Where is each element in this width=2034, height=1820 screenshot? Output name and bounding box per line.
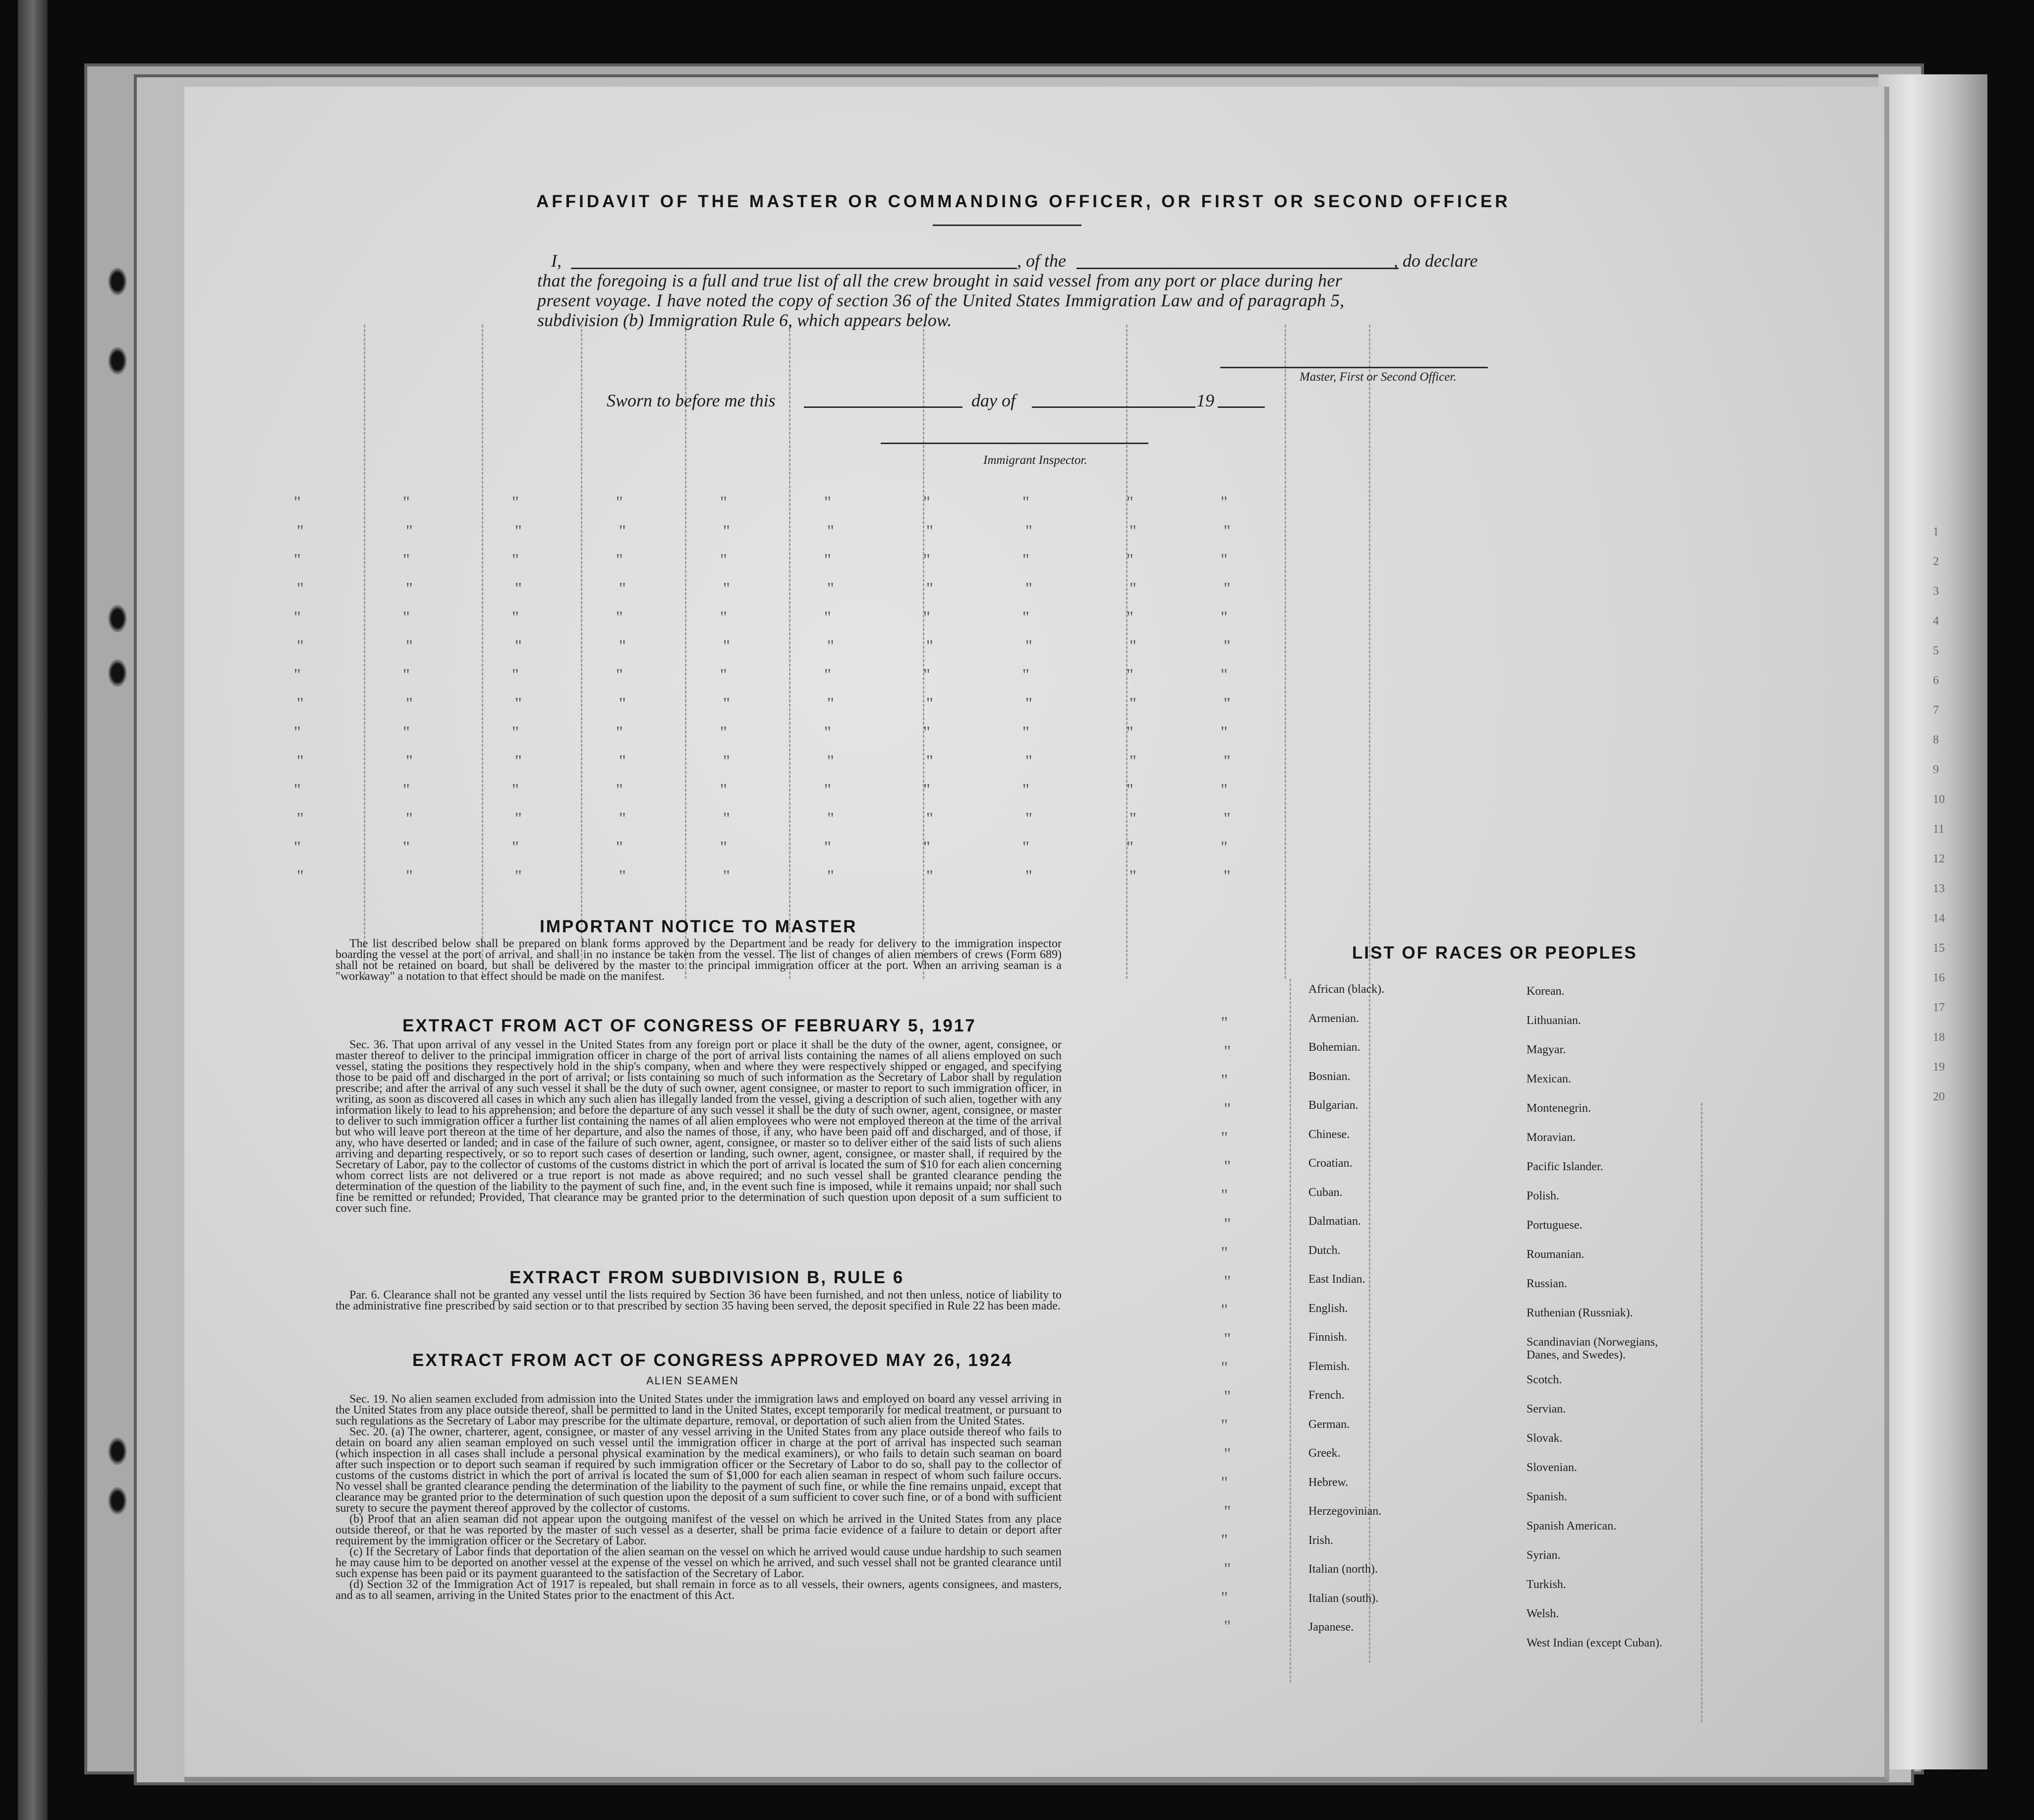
ditto-mark: " [1224,1560,1231,1578]
race-item: Lithuanian. [1526,1014,1581,1027]
notice-title: IMPORTANT NOTICE TO MASTER [540,917,857,936]
extract-1924-body [336,1394,1062,1601]
ditto-mark: " [824,493,831,512]
ditto-mark: " [1224,1100,1231,1118]
column-guide [364,325,365,979]
extract-1924-paragraph: Sec. 19. No alien seamen excluded from admission into the United States under the immigration laws and employed on board any vessel arriving in the United States from any place outside thereof, shall be permitted to land in the United States, except temporarily for medical treatment, or pursuant to such regulations as the Secretary of Labor may prescribe for the ultimate departure, removal, or deportation of such alien from the United States. [336,1393,1062,1427]
ditto-mark: " [405,522,413,540]
ditto-mark: " [1223,867,1231,885]
edge-number: 4 [1933,615,1939,627]
edge-number: 20 [1933,1090,1945,1103]
ditto-mark: " [296,752,304,770]
ditto-mark: " [402,838,410,856]
edge-row-numbers [1933,525,1963,1269]
extract-1924-subtitle: ALIEN SEAMEN [646,1374,739,1387]
ditto-mark: " [402,551,410,569]
race-item: Dutch. [1308,1244,1341,1257]
ditto-mark: " [923,608,930,626]
race-item: Portuguese. [1526,1219,1582,1232]
extract-1917-paragraph: Sec. 36. That upon arrival of any vessel in the United States from any foreign port or place it shall be the duty of the owner, agent, consignee, or master thereof to deliver to the principal immigration officer in charge of the port of arrival lists containing the names of all aliens employed on such vessel, stating the positions they respectively hold in the ship's company, when and where they were respectively shipped or engaged, and specifying those to be paid off and discharged in the port of arrival; or lists containing so much of such information as the Secretary of Labor shall by regulation prescribe; and after the arrival of any such vessel it shall be the duty of such owner, agent consignee, or master to report to such immigration officer, in writing, as soon as discovered all cases in which any such alien has illegally landed from the vessel, giving a description of such alien, together with any information likely to lead to his apprehension; and before the departure of any such vessel it shall be the duty of such owner, agent, consignee, or master to deliver to such immigration officer a further list containing the names of all alien employees who were not employed thereon at the time of the arrival but who will leave port thereon at the time of her departure, and also the names of those, if any, who have been paid off and discharged, and of those, if any, who have deserted or landed; and in case of the failure of such owner, agent, consignee, or master so to deliver either of the said lists of such aliens arriving and departing respectively, or so to report such cases of desertion or landing, such owner, agent, consignee, or master shall, if required by the Secretary of Labor, pay to the collector of customs of the customs district in which the port of arrival is located the sum of $10 for each alien concerning whom correct lists are not delivered or a true report is not made as above required; and no such vessel shall be granted clearance pending the determination of the question of the liability to the payment of such fine, and, in the event such fine is imposed, while it remains unpaid; nor shall such fine be remitted or refunded; Provided, That clearance may be granted prior to the determination of such question upon deposit of a sum sufficient to cover such fine. [336,1038,1062,1215]
ditto-mark: " [1126,493,1133,512]
ditto-mark: " [926,637,933,655]
ditto-mark: " [405,694,413,713]
ditto-mark: " [926,522,933,540]
ditto-mark: " [720,838,727,856]
ditto-mark: " [511,723,519,741]
races-title: LIST OF RACES OR PEOPLES [1352,943,1638,963]
ditto-mark: " [1025,867,1032,885]
ditto-mark: " [405,867,413,885]
ditto-mark: " [1025,637,1032,655]
ditto-mark: " [824,781,831,799]
race-item: Ruthenian (Russniak). [1526,1307,1633,1319]
ditto-mark: " [1221,1244,1228,1262]
edge-number: 2 [1933,555,1939,568]
ditto-mark: " [1223,694,1231,713]
ditto-mark: " [1223,522,1231,540]
ditto-mark: " [619,867,626,885]
ditto-mark: " [293,723,301,741]
race-item: Armenian. [1308,1012,1359,1025]
ditto-mark: " [619,637,626,655]
day-of-text: day of [971,391,1016,410]
edge-number: 1 [1933,525,1939,538]
ditto-mark: " [616,723,623,741]
ditto-mark: " [824,551,831,569]
race-item: Moravian. [1526,1131,1576,1144]
ditto-mark: " [616,608,623,626]
ditto-mark: " [824,723,831,741]
ditto-mark: " [1224,1215,1231,1233]
ditto-mark: " [511,666,519,684]
binding-hole-icon [108,268,127,295]
ditto-mark: " [511,493,519,512]
affidavit-i: I, [551,251,562,271]
ditto-mark: " [405,637,413,655]
ditto-mark: " [293,838,301,856]
edge-number: 8 [1933,734,1939,746]
ditto-mark: " [619,522,626,540]
ditto-mark: " [511,838,519,856]
race-item: Japanese. [1308,1621,1354,1634]
edge-number: 10 [1933,793,1945,806]
ditto-mark: " [1221,1589,1228,1607]
ditto-mark: " [511,551,519,569]
race-item: Welsh. [1526,1607,1559,1620]
ditto-mark: " [514,637,522,655]
column-guide [789,325,791,979]
ditto-mark: " [402,723,410,741]
binding-hole-icon [108,1487,127,1515]
race-item: East Indian. [1308,1273,1365,1286]
ditto-mark: " [926,579,933,598]
affidavit-declare: , do declare [1394,251,1478,271]
ditto-mark: " [619,579,626,598]
ditto-mark: " [827,752,834,770]
ditto-mark: " [723,694,730,713]
ditto-mark: " [1221,1014,1228,1032]
extract-1924-title: EXTRACT FROM ACT OF CONGRESS APPROVED MAY 26, 1924 [412,1351,1013,1370]
ditto-mark: " [514,867,522,885]
races-left-column [1308,983,1517,1736]
edge-number: 18 [1933,1031,1945,1044]
ditto-mark: " [1221,1301,1228,1319]
ditto-mark: " [1022,608,1029,626]
ditto-mark: " [723,637,730,655]
race-item: Greek. [1308,1447,1341,1460]
ditto-mark: " [723,752,730,770]
race-item: Flemish. [1308,1360,1350,1373]
race-item: Herzegovinian. [1308,1505,1382,1518]
ditto-mark: " [723,809,730,828]
name-blank [571,268,1017,269]
extract-rule6-title: EXTRACT FROM SUBDIVISION B, RULE 6 [509,1268,904,1287]
ditto-mark: " [827,867,834,885]
ditto-mark: " [827,637,834,655]
ditto-mark: " [827,809,834,828]
ditto-mark: " [402,666,410,684]
ditto-mark: " [293,551,301,569]
ditto-mark: " [296,637,304,655]
ditto-mark: " [1126,723,1133,741]
race-item: Scotch. [1526,1373,1562,1386]
ditto-mark: " [1022,781,1029,799]
edge-number: 19 [1933,1061,1945,1074]
extract-1924-paragraph: (b) Proof that an alien seaman did not appear upon the outgoing manifest of the vessel on which he arrived in the United States from any place outside thereof, or that he was reported by the master of such vessel as a deserter, shall be prima facie evidence of a failure to detain or deport after requirement by the immigration officer or the Secretary of Labor. [336,1513,1062,1547]
edge-number: 6 [1933,674,1939,687]
ditto-mark: " [1129,637,1136,655]
edge-number: 16 [1933,971,1945,984]
notice-body [336,938,1062,982]
ditto-mark: " [1025,694,1032,713]
ditto-mark: " [1224,1042,1231,1061]
race-item: Syrian. [1526,1549,1561,1562]
edge-number: 12 [1933,853,1945,865]
race-item: French. [1308,1389,1345,1402]
affidavit-line2: that the foregoing is a full and true list of all the crew brought in said vessel from any port or place during her [537,271,1343,290]
column-guide [482,325,483,979]
race-item: Bosnian. [1308,1070,1351,1083]
race-item: Magyar. [1526,1043,1566,1056]
ditto-mark: " [616,838,623,856]
signature-caption: Master, First or Second Officer. [1300,370,1457,384]
extract-1917-title: EXTRACT FROM ACT OF CONGRESS OF FEBRUARY 5, 1917 [402,1016,976,1035]
race-item: Chinese. [1308,1128,1350,1141]
manifest-page [184,87,1889,1782]
race-item: English. [1308,1302,1348,1315]
ditto-mark: " [923,838,930,856]
ditto-mark: " [720,493,727,512]
race-item: Roumanian. [1526,1248,1584,1261]
race-item: West Indian (except Cuban). [1526,1637,1662,1649]
ditto-mark: " [1220,723,1228,741]
ditto-mark: " [923,493,930,512]
race-item: Scandinavian (Norwegians, Danes, and Swedes). [1526,1336,1658,1362]
sworn-day-blank [804,406,962,408]
ditto-mark: " [296,694,304,713]
ditto-mark: " [923,551,930,569]
ditto-mark: " [1223,637,1231,655]
race-item: Croatian. [1308,1157,1353,1170]
ditto-mark: " [619,809,626,828]
ditto-mark: " [1220,493,1228,512]
edge-number: 15 [1933,942,1945,955]
ditto-mark: " [293,781,301,799]
ditto-mark: " [405,579,413,598]
binding-hole-icon [108,347,127,375]
ditto-mark: " [293,608,301,626]
ditto-mark: " [1223,752,1231,770]
ditto-mark: " [1022,838,1029,856]
ditto-mark: " [1220,838,1228,856]
ditto-mark: " [1220,608,1228,626]
ditto-mark: " [1221,1531,1228,1549]
ditto-mark: " [923,723,930,741]
ditto-mark: " [824,666,831,684]
ditto-mark: " [514,694,522,713]
extract-1924-paragraph: Sec. 20. (a) The owner, charterer, agent, consignee, or master of any vessel arriving in the United States from any place outside thereof who fails to detain on board any alien seaman employed on such vessel until the immigration officer in charge at the port of arrival has inspected such seaman (which inspection in all cases shall include a personal physical examination by the medical examiners), or who fails to detain such seaman on board after such inspection or to deport such seaman if required by such immigration officer or the Secretary of Labor to do so, shall pay to the collector of customs of the customs district in which the port of arrival is located the sum of $1,000 for each alien seaman in respect of whom such failure occurs. No vessel shall be granted clearance pending the determination of the liability to the payment of such fine, or while the fine remains unpaid, except that clearance may be granted prior to the determination of such question upon the deposit of a sum sufficient to cover such fine, or of a bond with sufficient surety to secure the payment thereof approved by the collector of customs. [336,1425,1062,1515]
edge-number: 14 [1933,912,1945,925]
ditto-mark: " [1129,867,1136,885]
extract-1917-body [336,1039,1062,1214]
ditto-mark: " [723,867,730,885]
ditto-mark: " [1221,1129,1228,1147]
ditto-mark: " [1220,781,1228,799]
ditto-mark: " [824,838,831,856]
affidavit-line3: present voyage. I have noted the copy of section 36 of the United States Immigration Law and of paragraph 5, [537,290,1345,310]
column-guide [685,325,686,979]
column-guide [581,325,582,979]
ditto-mark: " [1221,1359,1228,1377]
ditto-mark: " [619,694,626,713]
edge-number: 17 [1933,1001,1945,1014]
ditto-mark: " [1129,579,1136,598]
ditto-mark: " [616,551,623,569]
ditto-mark: " [296,809,304,828]
race-item: Servian. [1526,1403,1566,1416]
edge-number: 3 [1933,585,1939,598]
year-blank [1218,406,1265,408]
ditto-mark: " [402,493,410,512]
ditto-mark: " [1129,752,1136,770]
ditto-mark: " [720,723,727,741]
title-underline [933,225,1081,226]
ditto-mark: " [723,522,730,540]
ditto-mark: " [1022,551,1029,569]
race-item: Hebrew. [1308,1476,1349,1489]
ditto-mark: " [926,867,933,885]
ditto-mark: " [1126,608,1133,626]
ditto-mark: " [1025,752,1032,770]
ditto-mark: " [1126,781,1133,799]
binding-hole-icon [108,659,127,687]
vessel-blank [1076,268,1399,269]
ditto-mark: " [1129,694,1136,713]
ditto-mark: " [402,608,410,626]
extract-1924-paragraph: (c) If the Secretary of Labor finds that deportation of the alien seaman on the vessel on which he arrived would cause undue hardship to such seamen he may cause him to be deported on another vessel at the expense of the vessel on which he arrived, and such vessel shall not be granted clearance until such expense has been paid or its payment guaranteed to the satisfaction of the Secretary of Labor. [336,1545,1062,1580]
ditto-mark: " [1022,493,1029,512]
ditto-mark: " [296,867,304,885]
race-item: Korean. [1526,985,1565,998]
year-prefix: 19 [1196,391,1214,410]
ditto-mark: " [616,666,623,684]
binding-hole-icon [108,605,127,632]
affidavit-of-the: , of the [1017,251,1066,271]
sworn-text: Sworn to before me this [607,391,776,410]
ditto-mark: " [296,579,304,598]
ditto-mark: " [1224,1617,1231,1636]
ditto-mark: " [405,809,413,828]
ditto-mark: " [616,781,623,799]
notice-paragraph: The list described below shall be prepared on blank forms approved by the Department and be ready for delivery to the immigration inspector boarding the vessel at the port of arrival, and shall in no instance be taken from the vessel. The list of changes of alien members of crews (Form 689) shall not be retained on board, but shall be delivered by the master to the principal immigration officer at the port. When an arriving seaman is a "workaway" a notation to that effect should be made on the manifest. [336,937,1062,983]
extract-1924-paragraph: (d) Section 32 of the Immigration Act of 1917 is repealed, but shall remain in force as to all vessels, their owners, agents consignees, and masters, and as to all seamen, arriving in the United States prior to the enactment of this Act. [336,1578,1062,1602]
ditto-mark: " [923,666,930,684]
ditto-mark: " [511,781,519,799]
signature-line [1220,367,1488,368]
race-item: Italian (north). [1308,1563,1378,1576]
ditto-mark: " [723,579,730,598]
race-item: Slovak. [1526,1432,1563,1445]
race-item: African (black). [1308,983,1385,996]
affidavit-line4: subdivision (b) Immigration Rule 6, which appears below. [537,310,952,330]
film-edge-left [18,0,48,1820]
ditto-mark: " [293,493,301,512]
column-guide [1290,979,1291,1683]
ditto-mark: " [1022,666,1029,684]
ditto-mark: " [1224,1272,1231,1291]
ditto-mark: " [926,809,933,828]
affidavit-title: AFFIDAVIT OF THE MASTER OR COMMANDING OFFICER, OR FIRST OR SECOND OFFICER [536,192,1511,211]
ditto-mark: " [1126,666,1133,684]
ditto-mark: " [1223,579,1231,598]
ditto-mark: " [827,694,834,713]
ditto-mark: " [1220,551,1228,569]
ditto-mark: " [402,781,410,799]
race-item: Mexican. [1526,1073,1571,1085]
ditto-mark: " [1025,579,1032,598]
column-guide [1126,325,1128,979]
ditto-mark: " [514,522,522,540]
ditto-mark: " [1126,551,1133,569]
ditto-mark: " [1025,809,1032,828]
edge-number: 7 [1933,704,1939,717]
ditto-mark: " [1224,1502,1231,1521]
ditto-mark: " [514,809,522,828]
extract-rule6-body [336,1290,1062,1311]
inspector-line [881,443,1148,444]
extract-rule6-paragraph: Par. 6. Clearance shall not be granted any vessel until the lists required by Section 36 have been furnished, and not then unless, notice of liability to the administrative fine prescribed by said section or to that prescribed by section 35 having been served, the deposit specified in Rule 22 has been made. [336,1289,1062,1312]
edge-number: 5 [1933,644,1939,657]
race-item: German. [1308,1418,1350,1431]
race-item: Polish. [1526,1190,1560,1202]
ditto-mark: " [616,493,623,512]
ditto-mark: " [514,579,522,598]
ditto-mark: " [405,752,413,770]
ditto-mark: " [1224,1387,1231,1406]
ditto-mark: " [1025,522,1032,540]
race-item: Slovenian. [1526,1461,1577,1474]
race-item: Spanish. [1526,1490,1568,1503]
binding-hole-icon [108,1437,127,1465]
ditto-mark: " [827,522,834,540]
ditto-mark: " [1221,1474,1228,1492]
ditto-mark: " [926,752,933,770]
ditto-mark: " [1129,522,1136,540]
ditto-mark: " [511,608,519,626]
ditto-mark: " [1224,1330,1231,1348]
race-item: Montenegrin. [1526,1102,1591,1115]
ditto-mark: " [720,666,727,684]
edge-number: 9 [1933,763,1939,776]
ditto-mark: " [1022,723,1029,741]
races-right-column [1526,985,1745,1758]
ditto-mark: " [296,522,304,540]
column-guide [923,325,924,979]
edge-number: 13 [1933,882,1945,895]
ditto-mark: " [720,781,727,799]
ditto-mark: " [824,608,831,626]
inspector-caption: Immigrant Inspector. [983,454,1087,467]
race-item: Dalmatian. [1308,1215,1361,1228]
ditto-mark: " [1221,1071,1228,1089]
ditto-mark: " [1221,1416,1228,1434]
month-blank [1032,406,1195,408]
race-item: Bohemian. [1308,1041,1360,1054]
ditto-mark: " [293,666,301,684]
ditto-mark: " [720,551,727,569]
column-guide [1285,325,1286,979]
ditto-mark: " [720,608,727,626]
race-item: Irish. [1308,1534,1333,1547]
ditto-mark: " [1126,838,1133,856]
ditto-mark: " [1224,1445,1231,1463]
ditto-mark: " [1224,1157,1231,1176]
race-item: Russian. [1526,1277,1568,1290]
race-item: Bulgarian. [1308,1099,1358,1112]
race-item: Pacific Islander. [1526,1160,1603,1173]
race-item: Finnish. [1308,1331,1348,1344]
ditto-mark: " [1129,809,1136,828]
race-item: Italian (south). [1308,1592,1379,1605]
ditto-mark: " [619,752,626,770]
ditto-mark: " [926,694,933,713]
race-item: Turkish. [1526,1578,1566,1591]
ditto-mark: " [827,579,834,598]
ditto-mark: " [1220,666,1228,684]
race-item: Spanish American. [1526,1520,1617,1533]
race-item: Cuban. [1308,1186,1343,1199]
ditto-mark: " [1223,809,1231,828]
ditto-mark: " [1221,1186,1228,1204]
edge-number: 11 [1933,823,1945,836]
ditto-mark: " [923,781,930,799]
ditto-mark: " [514,752,522,770]
